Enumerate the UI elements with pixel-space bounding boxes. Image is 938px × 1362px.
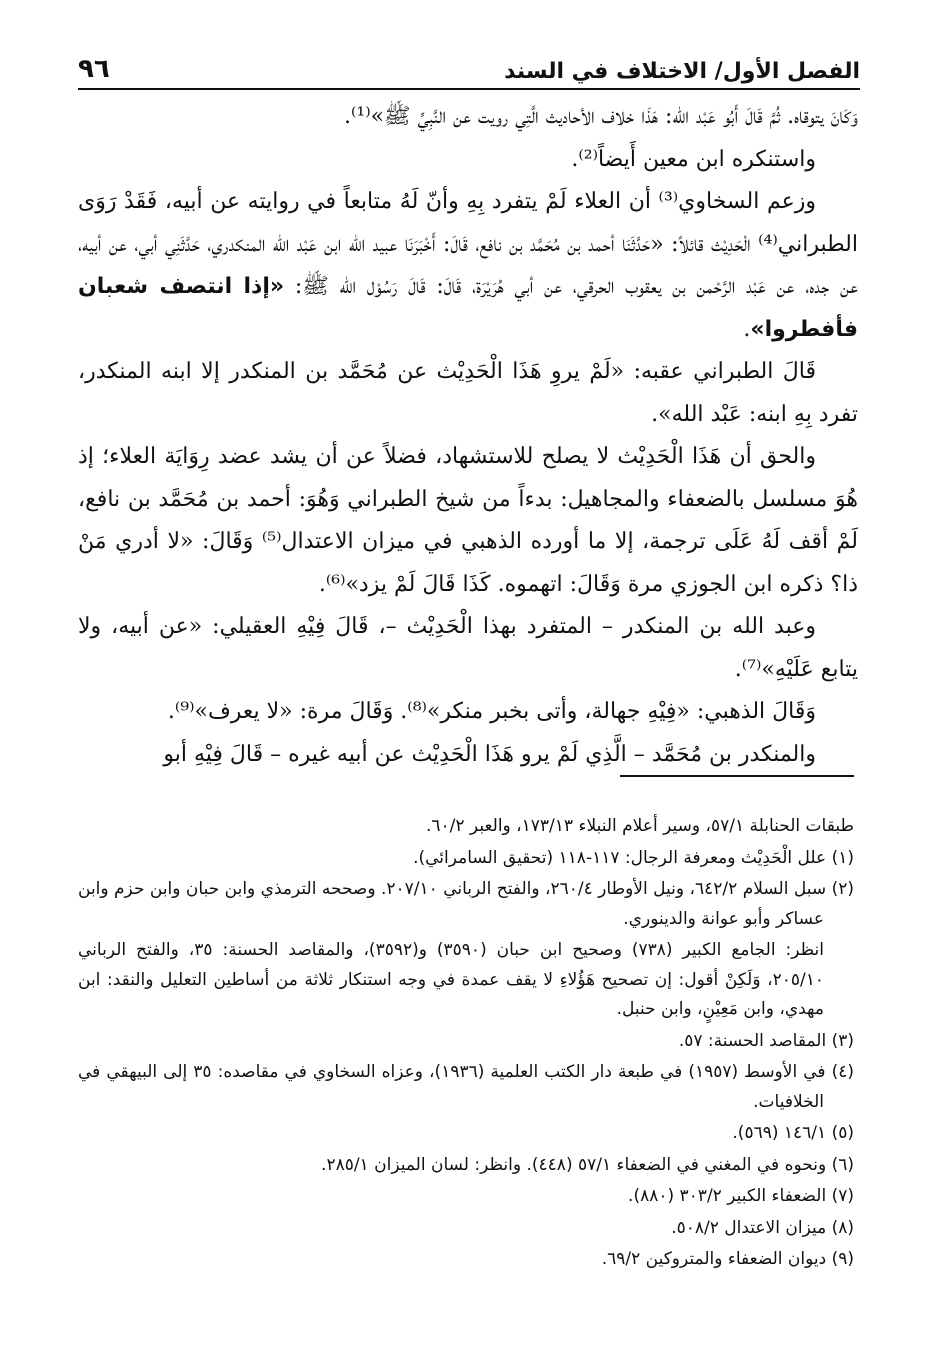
paragraph: والمنكدر بن مُحَمَّد – الَّذِي لَمْ يرو هَذَا الْحَدِيْث عن أبيه غيره – قَالَ فِيْهِ أبو — [163, 741, 816, 767]
paragraph-end: . — [743, 316, 751, 342]
footnote-3: (٣) المقاصد الحسنة: ٥٧. — [678, 1030, 854, 1051]
footnote-separator — [620, 775, 854, 777]
footnote-4: (٤) في الأوسط (١٩٥٧) في طبعة دار الكتب العلمية (١٩٣٦)، وعزاه السخاوي في مقاصده: ٣٥ إلى البيهقي في الخلافيات. — [78, 1062, 854, 1112]
main-text — [78, 96, 858, 776]
paragraph: واستنكره ابن معين أَيضاً⁽²⁾. — [571, 146, 816, 172]
chapter-title: الفصل الأول/ الاختلاف في السند — [504, 59, 860, 84]
footnote-2: (٢) سبل السلام ٦٤٢/٢، ونيل الأوطار ٢٦٠/٤، والفتح الرباني ٢٠٧/١٠. وصححه الترمذي وابن حبان وابن حزم وابن عساكر وأبو عوانة والدينوري. — [78, 879, 854, 929]
paragraph: قَالَ الطبراني عقبه: «لَمْ يروِ هَذَا الْحَدِيْث عن مُحَمَّد بن المنكدر إلا ابنه المنكدر، تفرد بِهِ ابنه: عَبْد الله». — [78, 359, 858, 427]
footnote-9: (٩) ديوان الضعفاء والمتروكين ٦٩/٢. — [601, 1249, 854, 1269]
hadith-quote: «إذا انتصف شعبان فأفطروا» — [78, 274, 858, 342]
paragraph: وعبد الله بن المنكدر – المتفرد بهذا الْحَدِيْث –، قَالَ فِيْهِ العقيلي: «عن أبيه، ولا يتابع عَلَيْهِ»⁽⁷⁾. — [78, 614, 858, 682]
footnote-7: (٧) الضعفاء الكبير ٣٠٣/٢ (٨٨٠). — [628, 1186, 854, 1206]
paragraph: والحق أن هَذَا الْحَدِيْث لا يصلح للاستشهاد، فضلاً عن أن يشد عضد رِوَايَة العلاء؛ إذ هُوَ مسلسل بالضعفاء والمجاهيل: بدءاً من شيخ الطبراني وَهُوَ: أحمد بن مُحَمَّد بن نافع، لَمْ أقف لَهُ عَلَى ترجمة، إلا ما أورده الذهبي في ميزان الاعتدال⁽⁵⁾ وَقَالَ: «لا أدري مَنْ ذا؟ ذكره ابن الجوزي مرة وَقَالَ: اتهموه. كَذَا قَالَ لَمْ يزد»⁽⁶⁾. — [78, 444, 858, 597]
page-header — [78, 44, 860, 90]
paragraph — [78, 181, 858, 351]
footnote-5: (٥) ١٤٦/١ (٥٦٩). — [732, 1123, 854, 1143]
page-number: ٩٦ — [78, 54, 110, 84]
footnote-1: (١) علل الْحَدِيْث ومعرفة الرجال: ١١٧-١١٨ (تحقيق السامرائي). — [413, 847, 854, 868]
paragraph: وَكَانَ يتوقاه. ثُمَّ قَالَ أَبُو عَبْد الله: هَذَا خلاف الأحاديث الَّتِي رويت عن النَّبِيِّ ﷺ»⁽¹⁾. — [343, 104, 858, 129]
footnote-6: (٦) ونحوه في المغني في الضعفاء ٥٧/١ (٤٤٨). وانظر: لسان الميزان ٢٨٥/١. — [321, 1154, 854, 1175]
paragraph-text: وزعم السخاوي⁽³⁾ أن العلاء لَمْ يتفرد بِهِ وأنّ لَهُ متابعاً في روايته عن أبيه، فَقَدْ رَوَى الطبراني⁽⁴⁾ الْحَدِيْث قائلاً: «حَدَّثَنَا أحمد بن مُحَمَّد بن نافع، قَالَ: أَخْبَرَنَا عبيد الله ابن عَبْد الله المنكدري، حَدَّثَنِي أبي، عن أبيه، عن جده، عن عَبْد الرَّحْمن بن يعقوب الحرقي، عن أبي هُرَيْرَة، قَالَ: قَالَ رَسُوْل الله ﷺ: — [78, 189, 858, 299]
footnotes — [78, 812, 854, 1277]
paragraph: وَقَالَ الذهبي: «فِيْهِ جهالة، وأتى بخبر منكر»⁽⁸⁾. وَقَالَ مرة: «لا يعرف»⁽⁹⁾. — [167, 699, 816, 724]
footnote-8: (٨) ميزان الاعتدال ٥٠٨/٢. — [671, 1217, 854, 1238]
footnote-2-continued: انظر: الجامع الكبير (٧٣٨) وصحيح ابن حبان (٣٥٩٠) و(٣٥٩٢)، والمقاصد الحسنة: ٣٥، والفتح الرباني ٢٠٥/١٠، وَلَكِنْ أقول: إن تصحيح هَؤُلاءِ لا يقف عمدة في وجه استنكار ثلاثة من أساطين التعليل والنقد: ابن مهدي، وابن مَعِيْنٍ، وابن حنبل. — [78, 940, 824, 1019]
footnote-carryover: طبقات الحنابلة ٥٧/١، وسير أعلام النبلاء ١٧٣/١٣، والعبر ٦٠/٢. — [426, 816, 854, 836]
